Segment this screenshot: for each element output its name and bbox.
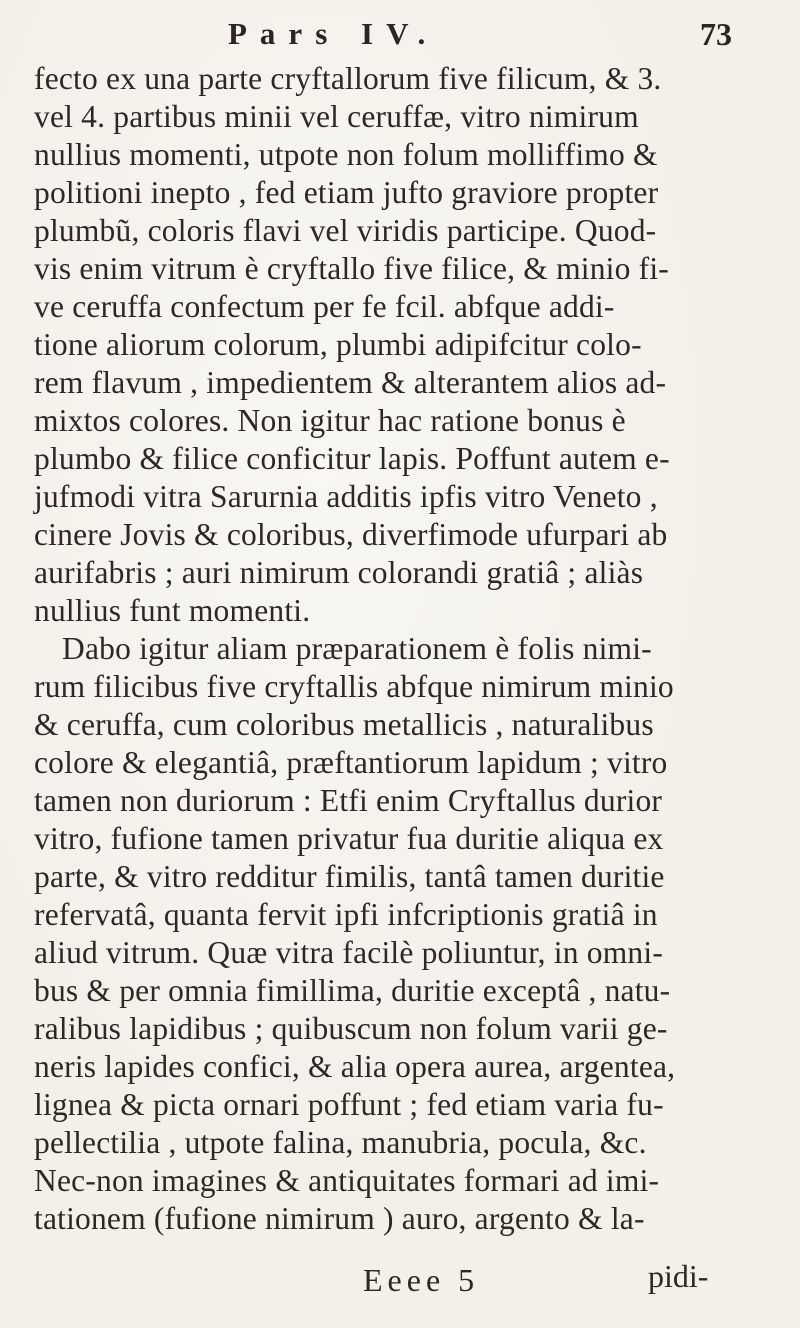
text-line: parte, & vitro redditur fimilis, tantâ tamen duritie — [34, 859, 665, 894]
text-line: cinere Jovis & coloribus, diverfimode ufurpari ab — [34, 517, 668, 552]
text-line: aliud vitrum. Quæ vitra facilè poliuntur, in omni- — [34, 935, 664, 970]
catchword: pidi- — [648, 1258, 709, 1294]
running-head: Pars IV. — [228, 16, 439, 51]
text-line: rum filicibus five cryftallis abfque nimirum minio — [34, 669, 674, 704]
text-line: vitro, fufione tamen privatur fua duritie aliqua ex — [34, 821, 664, 856]
text-line: vis enim vitrum è cryftallo five filice, & minio fi- — [34, 251, 669, 286]
text-line: nullius funt momenti. — [34, 593, 311, 628]
text-line: tamen non duriorum : Etfi enim Cryftallus durior — [34, 783, 663, 818]
text-line: politioni inepto , fed etiam jufto graviore propter — [34, 175, 659, 210]
text-line: plumbo & filice conficitur lapis. Poffunt autem e- — [34, 441, 670, 476]
text-line: & ceruffa, cum coloribus metallicis , naturalibus — [34, 707, 654, 742]
text-line: mixtos colores. Non igitur hac ratione bonus è — [34, 403, 626, 438]
text-line: colore & elegantiâ, præftantiorum lapidum ; vitro — [34, 745, 668, 780]
text-line: pellectilia , utpote falina, manubria, pocula, &c. — [34, 1125, 647, 1160]
page-footer — [0, 1258, 800, 1300]
text-line: Nec-non imagines & antiquitates formari ad imi- — [34, 1163, 660, 1198]
text-line: jufmodi vitra Sarurnia additis ipfis vitro Veneto , — [34, 479, 658, 514]
text-line: neris lapides confici, & alia opera aurea, argentea, — [34, 1049, 676, 1084]
signature-mark: Eeee 5 — [363, 1262, 480, 1298]
text-line: aurifabris ; auri nimirum colorandi gratiâ ; aliàs — [34, 555, 644, 590]
text-line: tationem (fufione nimirum ) auro, argento & la- — [34, 1201, 645, 1236]
page-header — [0, 14, 800, 54]
text-line: refervatâ, quanta fervit ipfi infcriptionis gratiâ in — [34, 897, 658, 932]
text-line: bus & per omnia fimillima, duritie exceptâ , natu- — [34, 973, 671, 1008]
text-line: nullius momenti, utpote non folum molliffimo & — [34, 137, 658, 172]
text-line: plumbũ, coloris flavi vel viridis participe. Quod- — [34, 213, 657, 248]
text-line: rem flavum , impedientem & alterantem alios ad- — [34, 365, 667, 400]
page-number: 73 — [700, 16, 732, 52]
text-line: fecto ex una parte cryftallorum five filicum, & 3. — [34, 61, 662, 96]
text-line: Dabo igitur aliam præparationem è folis nimi- — [62, 631, 652, 666]
text-line: tione aliorum colorum, plumbi adipifcitur colo- — [34, 327, 642, 362]
text-line: lignea & picta ornari poffunt ; fed etiam varia fu- — [34, 1087, 664, 1122]
text-line: ve ceruffa confectum per fe fcil. abfque addi- — [34, 289, 615, 324]
text-line: vel 4. partibus minii vel ceruffæ, vitro nimirum — [34, 99, 639, 134]
text-line: ralibus lapidibus ; quibuscum non folum varii ge- — [34, 1011, 668, 1046]
